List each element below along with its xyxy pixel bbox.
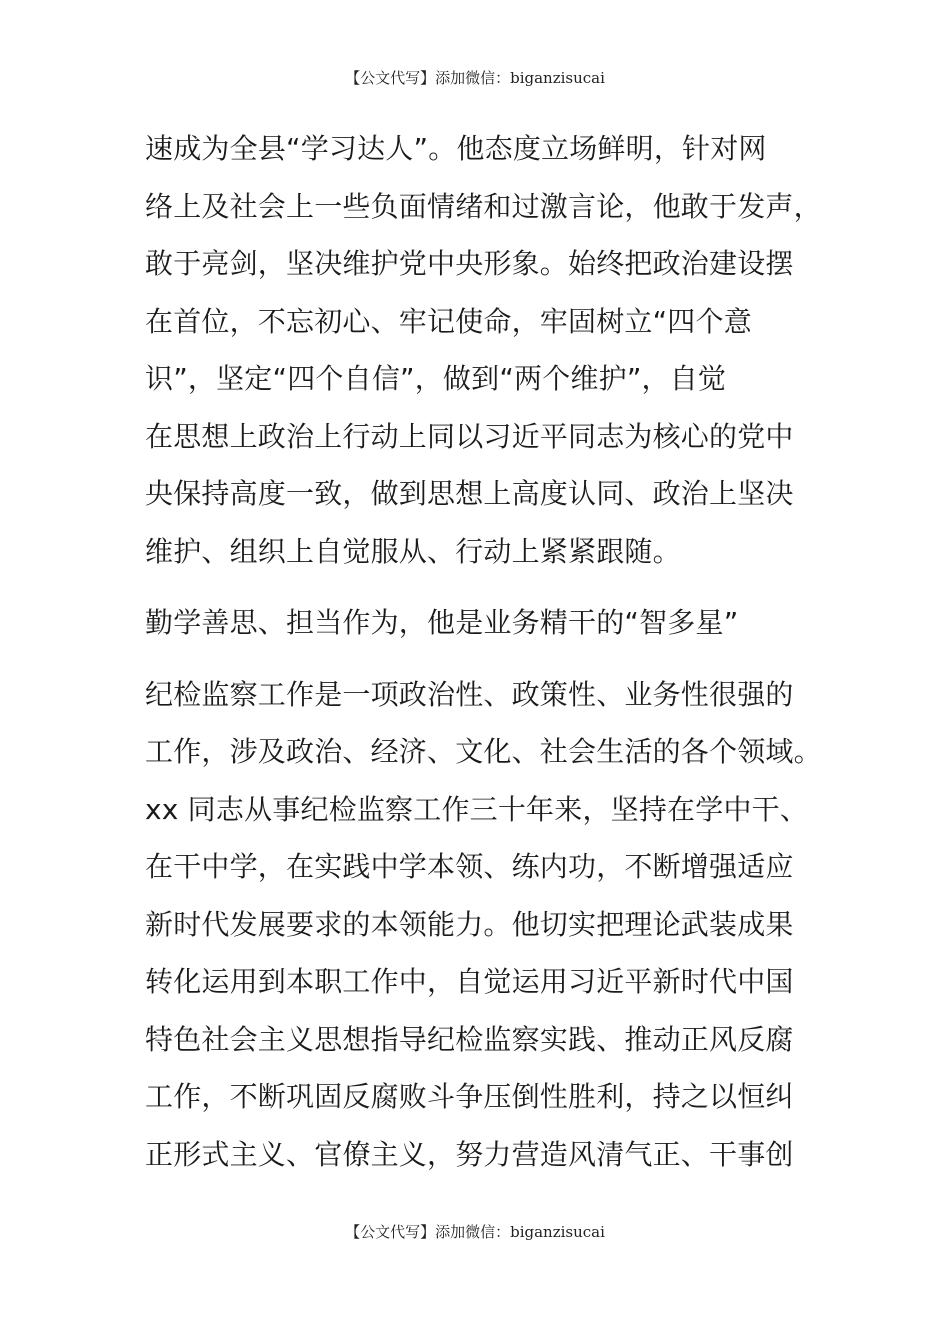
document-body [145, 120, 835, 1183]
text-line: 新时代发展要求的本领能力。他切实把理论武装成果 [145, 907, 794, 941]
text-line: 正形式主义、官僚主义，努力营造风清气正、干事创 [145, 1137, 794, 1171]
text-line: 纪检监察工作是一项政治性、政策性、业务性很强的 [145, 677, 794, 711]
text-line: 在干中学，在实践中学本领、练内功，不断增强适应 [145, 850, 794, 883]
page-header: 【公文代写】添加微信：biganzisucai [345, 69, 605, 87]
text-line: 工作，涉及政治、经济、文化、社会生活的各个领域。 [145, 735, 822, 768]
text-line: 转化运用到本职工作中，自觉运用习近平新时代中国 [145, 965, 794, 998]
text-line: 在首位，不忘初心、牢记使命，牢固树立“四个意 [145, 304, 752, 338]
text-line: 敢于亮剑，坚决维护党中央形象。始终把政治建设摆 [145, 247, 794, 280]
text-line: 识”，坚定“四个自信”，做到“两个维护”，自觉 [145, 362, 727, 395]
section-heading: 勤学善思、担当作为，他是业务精干的“智多星” [145, 606, 739, 639]
page-footer: 【公文代写】添加微信：biganzisucai [345, 1223, 605, 1241]
text-line: xx 同志从事纪检监察工作三十年来，坚持在学中干、 [145, 792, 809, 826]
text-line: 在思想上政治上行动上同以习近平同志为核心的党中 [145, 419, 794, 453]
text-line: 维护、组织上自觉服从、行动上紧紧跟随。 [145, 534, 681, 568]
text-line: 工作，不断巩固反腐败斗争压倒性胜利，持之以恒纠 [145, 1080, 794, 1113]
text-line: 特色社会主义思想指导纪检监察实践、推动正风反腐 [145, 1022, 794, 1056]
paragraph [145, 666, 835, 1184]
text-line: 络上及社会上一些负面情绪和过激言论，他敢于发声， [145, 189, 822, 223]
text-line: 央保持高度一致，做到思想上高度认同、政治上坚决 [145, 477, 794, 510]
paragraph [145, 120, 835, 580]
text-line: 速成为全县“学习达人”。他态度立场鲜明，针对网 [145, 132, 767, 165]
